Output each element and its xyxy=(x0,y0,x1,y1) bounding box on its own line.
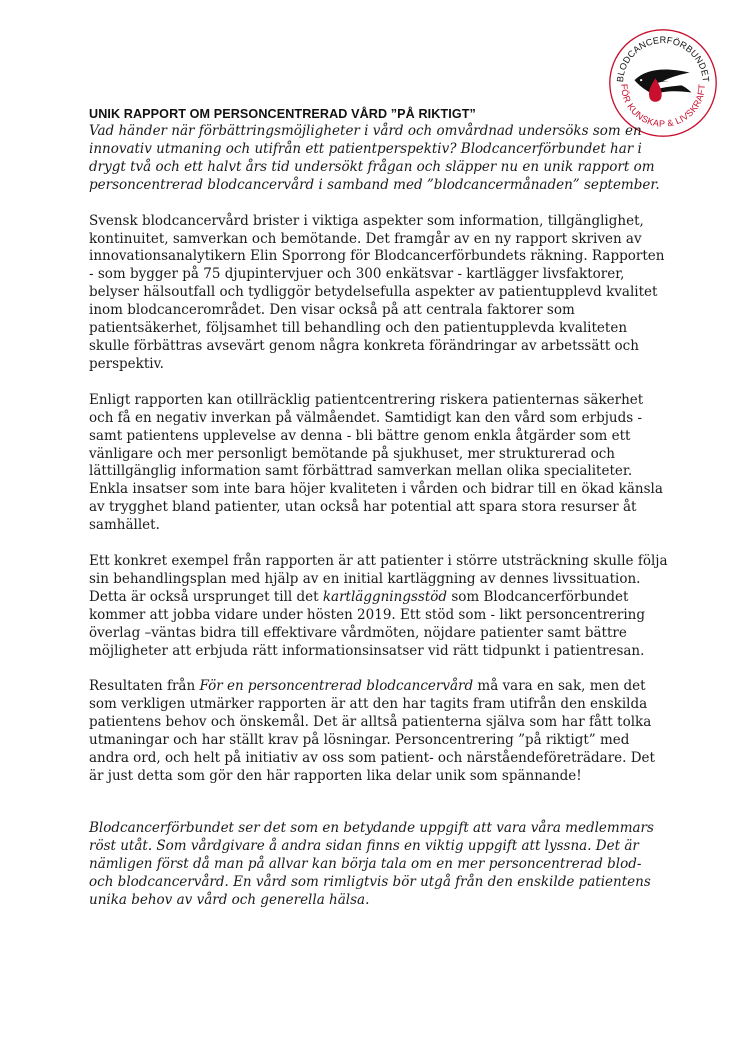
paragraph-3 xyxy=(89,553,669,660)
paragraph-4-text-b: må vara en sak, men det som verkligen utmärker rapporten är att den har tagits fram utifrån den enskilda patientens behov och önskemål. Det är alltså patienterna själva som har fått tolka utmaningar och har ställt krav på lösningar. Personcentrering ”på riktigt” med andra ord, och helt på initiativ av oss som patient- och närståendeföreträdare. Det är just detta som gör den här rapporten lika delar unik som spännande! xyxy=(89,678,655,784)
logo-text-bottom: FÖR KUNSKAP & LIVSKRAFT xyxy=(619,83,707,129)
paragraph-1: Svensk blodcancervård brister i viktiga aspekter som information, tillgänglighet, kontinuitet, samverkan och bemötande. Det framgår av en ny rapport skriven av innovationsanalytikern Elin Sporrong för Blodcancerförbundets räkning. Rapporten - som bygger på 75 djupintervjuer och 300 enkätsvar - kartlägger livsfaktorer, belyser hälsoutfall och tydliggör betydelsefulla aspekter av patientupplevd kvalitet inom blodcancerområdet. Den visar också på att centrala faktorer som patientsäkerhet, följsamhet till behandling och den patientupplevda kvaliteten skulle förbättras avsevärt genom några konkreta förändringar av arbetssätt och perspektiv. xyxy=(89,212,665,372)
article xyxy=(89,107,669,909)
paragraph-4-report-title: För en personcentrerad blodcancervård xyxy=(199,678,474,695)
article-lead: Vad händer när förbättringsmöjligheter i vård och omvårdnad undersöks som en innovativ utmaning och utifrån ett patientperspektiv? Blodcancerförbundet har i drygt två och ett halvt års tid undersökt frågan och släpper nu en unik rapport om personcentrerad blodcancervård i samband med ”blodcancermånaden” september. xyxy=(89,123,660,193)
paragraph-3-emphasis: kartläggningsstöd xyxy=(322,588,448,605)
paragraph-3-text-a: Ett konkret exempel från rapporten är att patienter i större utsträckning skulle följa sin behandlingsplan med hjälp av en initial kartläggning av dennes livssituation. Detta är också ursprunget till det xyxy=(89,553,668,605)
article-title: UNIK RAPPORT OM PERSONCENTRERAD VÅRD ”PÅ RIKTIGT” xyxy=(89,107,476,121)
closing-paragraph: Blodcancerförbundet ser det som en betydande uppgift att vara våra medlemmars röst utåt. Som vårdgivare å andra sidan finns en viktig uppgift att lyssna. Det är nämligen först då man på allvar kan börja tala om en mer personcentrerad blod- och blodcancervård. En vård som rimligtvis bör utgå från den enskilde patientens unika behov av vård och generella hälsa. xyxy=(89,819,654,908)
paragraph-4-text-a: Resultaten från xyxy=(89,678,200,695)
logo-text-top: BLODCANCERFÖRBUNDET xyxy=(615,35,711,83)
paragraph-3-text-b: som Blodcancerförbundet kommer att jobba vidare under hösten 2019. Ett stöd som - likt personcentrering överlag –väntas bidra till effektivare vårdmöten, nöjdare patienter samt bättre möjligheter att erbjuda rätt informationsinsatser vid rätt tidpunkt i patientresan. xyxy=(89,588,645,659)
paragraph-4 xyxy=(89,678,669,785)
paragraph-2: Enligt rapporten kan otillräcklig patientcentrering riskera patienternas säkerhet och få en negativ inverkan på välmåendet. Samtidigt kan den vård som erbjuds - samt patientens upplevelse av denna - bli bättre genom enkla åtgärder som ett vänligare och mer personligt bemötande på sjukhuset, mer strukturerad och lättillgänglig information samt förbättrad samverkan mellan olika specialiteter. Enkla insatser som inte bara höjer kvaliteten i vården och bidrar till en ökad känsla av trygghet bland patienter, utan också har potential att spara stora resurser åt samhället. xyxy=(89,391,663,534)
